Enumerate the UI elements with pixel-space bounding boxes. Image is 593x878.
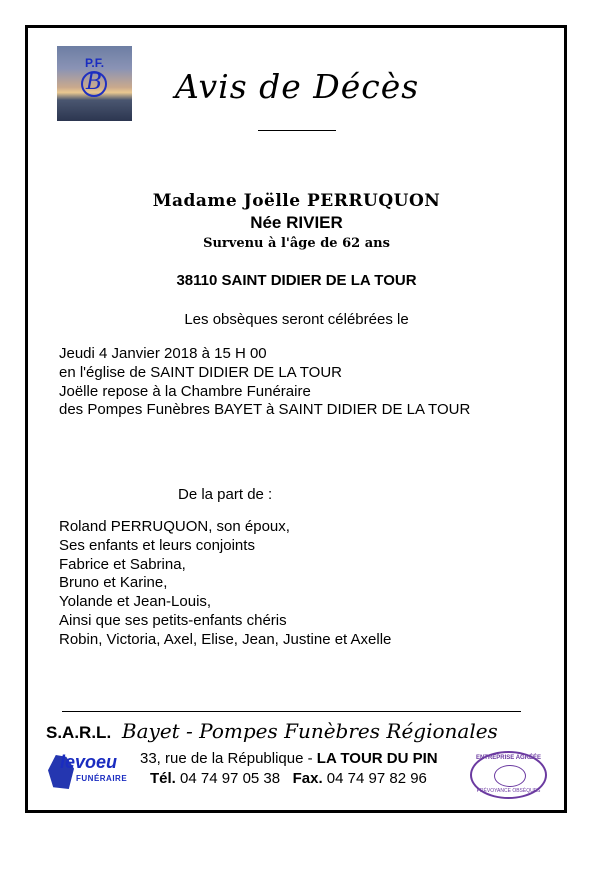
seal-top-text: ENTREPRISE AGRÉÉE	[475, 755, 542, 761]
ceremony-line: Jeudi 4 Janvier 2018 à 15 H 00	[59, 345, 267, 362]
levoeu-logo	[48, 752, 128, 792]
tel-label: Tél.	[150, 770, 176, 787]
deceased-name: Madame Joëlle PERRUQUON	[152, 191, 441, 211]
family-line: Ses enfants et leurs conjoints	[59, 536, 255, 554]
tel-number: 04 74 97 05 38	[175, 770, 281, 787]
footer-divider	[62, 711, 521, 712]
logo-letter: B	[85, 70, 103, 95]
company-brand: Bayet - Pompes Funèbres Régionales	[121, 719, 498, 743]
logo-initials: P.F.	[84, 56, 105, 70]
family-line: Robin, Victoria, Axel, Elise, Jean, Justine et Axelle	[59, 630, 392, 648]
approved-seal	[470, 751, 547, 799]
levoeu-word: levoeu	[60, 752, 118, 772]
company-phones	[150, 770, 427, 787]
family-line: Fabrice et Sabrina,	[59, 555, 186, 573]
age-line: Survenu à l'âge de 62 ans	[203, 236, 390, 251]
ceremony-line: des Pompes Funèbres BAYET à SAINT DIDIER DE LA TOUR	[59, 401, 471, 419]
family-intro: De la part de :	[178, 486, 273, 503]
family-line: Roland PERRUQUON, son époux,	[59, 518, 290, 535]
seal-inner-ring	[494, 765, 526, 787]
company-legal-form: S.A.R.L.	[46, 723, 112, 742]
family-line: Ainsi que ses petits-enfants chéris	[59, 611, 287, 629]
ceremony-intro: Les obsèques seront célébrées le	[184, 311, 409, 328]
ceremony-line: en l'église de SAINT DIDIER DE LA TOUR	[59, 363, 342, 381]
birth-name: Née RIVIER	[250, 213, 343, 232]
levoeu-sub: FUNÉRAIRE	[76, 774, 128, 783]
city-line: 38110 SAINT DIDIER DE LA TOUR	[176, 272, 417, 289]
family-line: Bruno et Karine,	[59, 574, 168, 592]
pf-logo	[57, 46, 132, 121]
family-line: Yolande et Jean-Louis,	[59, 593, 212, 611]
page-title: Avis de Décès	[175, 67, 420, 106]
fax-label: Fax.	[292, 770, 323, 787]
company-address	[140, 750, 438, 767]
company-name	[46, 719, 498, 743]
ceremony-line: Joëlle repose à la Chambre Funéraire	[59, 382, 311, 400]
fax-number: 04 74 97 82 96	[322, 770, 427, 787]
title-divider	[258, 130, 336, 131]
family-list	[59, 518, 391, 650]
address-city: LA TOUR DU PIN	[316, 750, 438, 767]
ceremony-details	[59, 345, 470, 420]
address-street: 33, rue de la République -	[140, 750, 317, 767]
seal-bottom-text: PRÉVOYANCE OBSÈQUES	[476, 788, 541, 794]
